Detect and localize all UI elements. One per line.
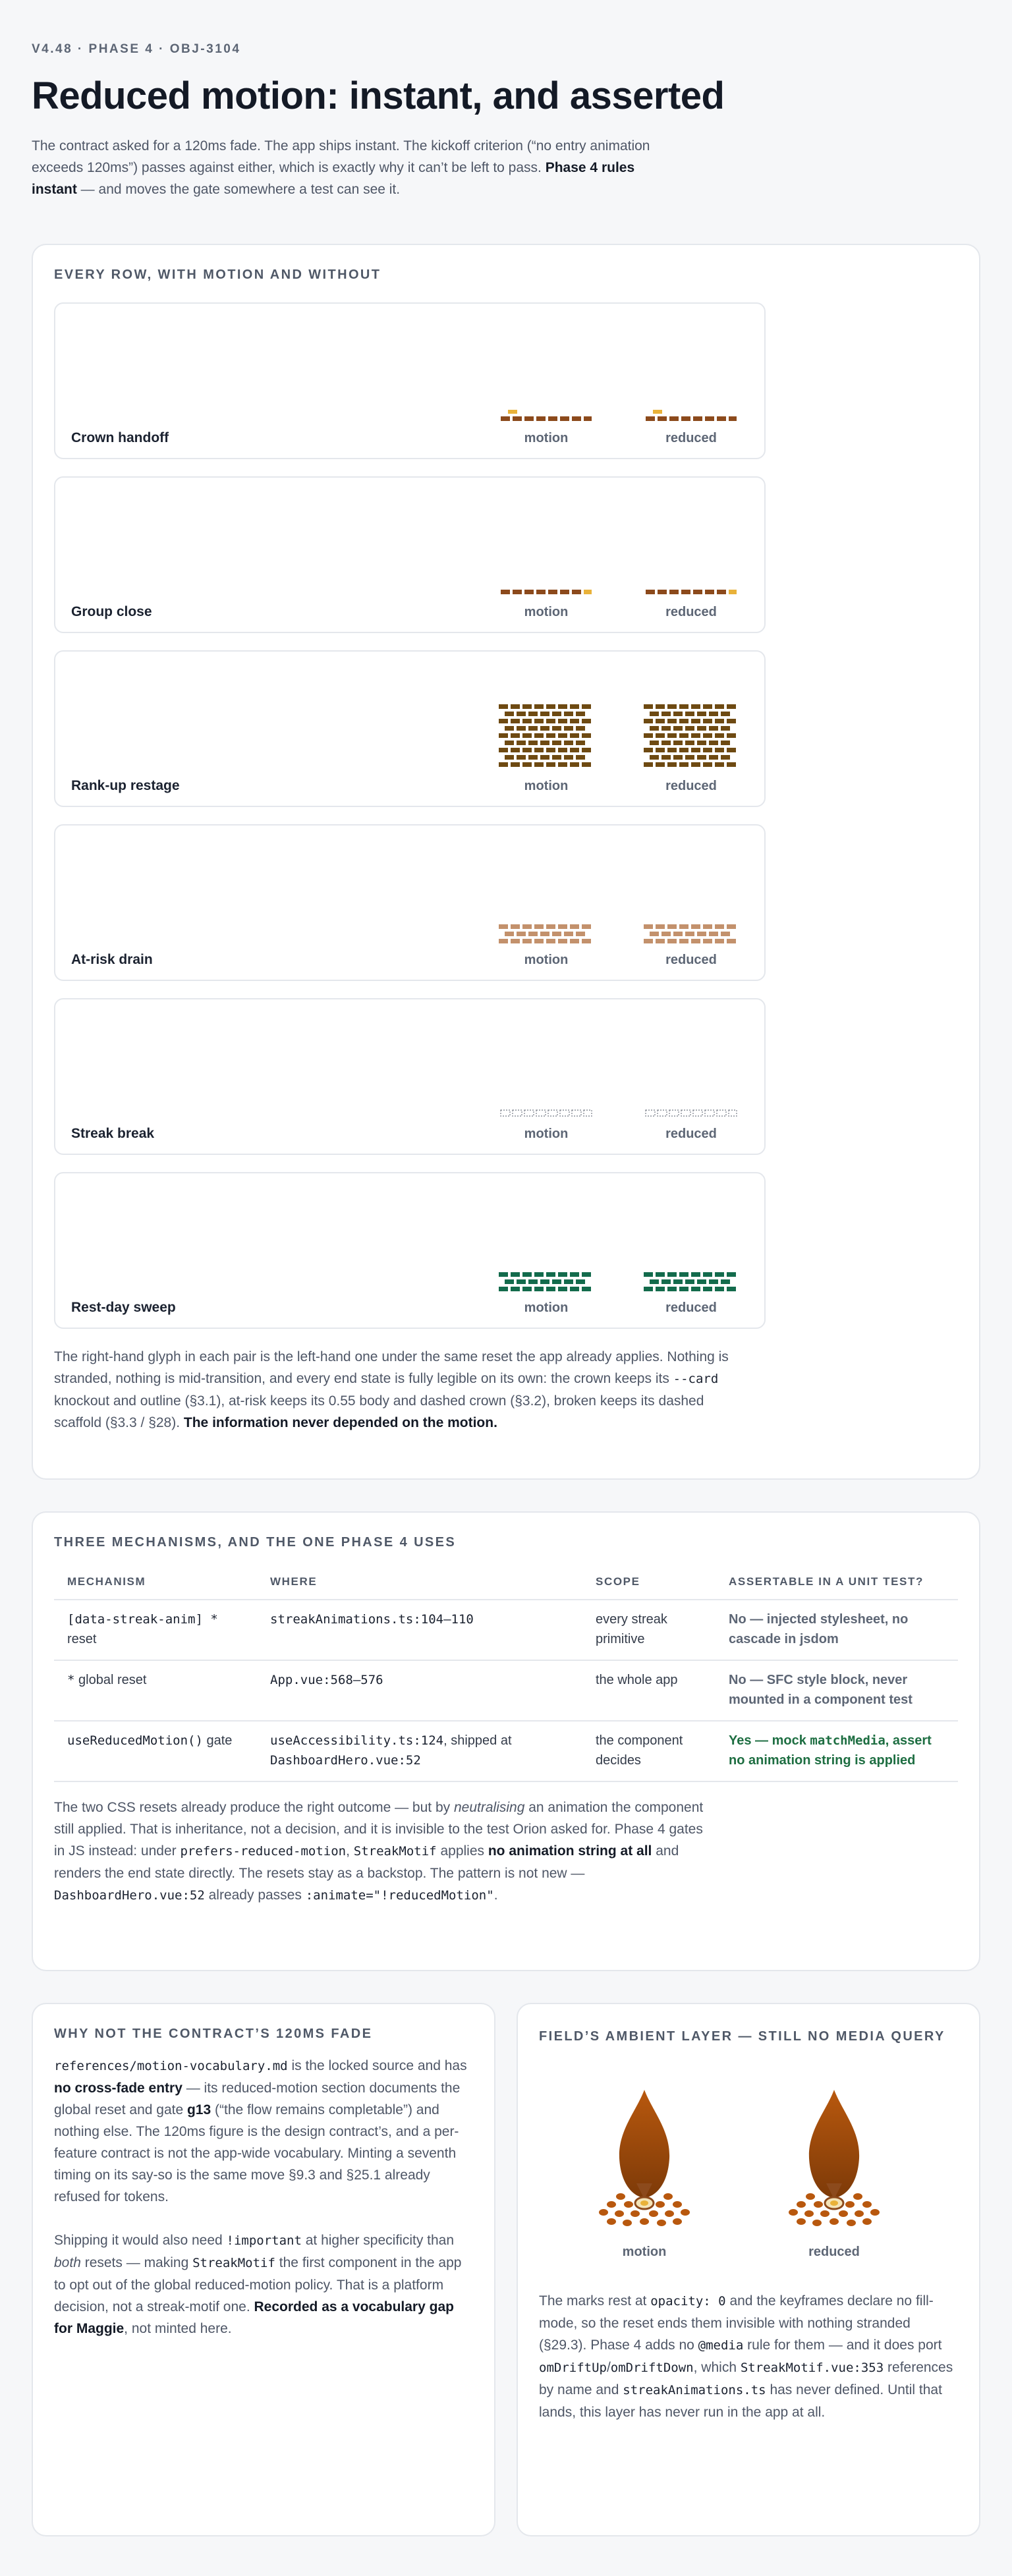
paragraph-text: Shipping it would also need — [54, 2233, 227, 2248]
inline-code: StreakMotif — [192, 2256, 275, 2270]
motion-row — [54, 476, 766, 633]
note-text: applies — [436, 1843, 488, 1859]
where-code: useAccessibility.ts:124 — [270, 1733, 444, 1748]
streak-break-motion-glyph — [500, 1108, 592, 1119]
ambient-label-motion: motion — [622, 2245, 667, 2259]
where-cell — [257, 1721, 582, 1781]
ambient-card — [517, 2003, 980, 2536]
paragraph-text: The marks rest at — [539, 2293, 651, 2309]
glyph-motion — [497, 924, 596, 968]
motion-row — [54, 302, 766, 459]
mechanism-text: gate — [202, 1733, 233, 1748]
note-code: :animate="!reducedMotion" — [305, 1888, 494, 1903]
verdict-text: Yes — mock — [729, 1733, 810, 1748]
where-cell — [257, 1660, 582, 1721]
glyph-motion — [497, 408, 596, 446]
paragraph-text: / — [606, 2360, 611, 2375]
mechanisms-note — [54, 1797, 713, 1907]
streak-break-reduced-glyph — [645, 1108, 737, 1119]
mechanism-code: * — [67, 1673, 75, 1687]
ambient-reduced — [762, 2085, 907, 2260]
motion-rows-list — [54, 302, 958, 1329]
paragraph-text: and the keyframes declare no fill-mode, so the reset ends them invisible with nothing stranded (§29.3). Phase 4 adds no — [539, 2293, 934, 2353]
glyph-label-reduced: reduced — [665, 779, 717, 793]
ambient-motion — [572, 2085, 717, 2260]
glyph-label-reduced: reduced — [665, 431, 717, 445]
scope-cell: the component decides — [582, 1721, 716, 1781]
paragraph-text: — its reduced-motion section documents the global reset and gate — [54, 2081, 461, 2117]
paragraph-text: is the locked source and has — [287, 2058, 467, 2073]
glyph-label-reduced: reduced — [665, 953, 717, 967]
column-header-scope: SCOPE — [582, 1575, 716, 1600]
page-title: Reduced motion: instant, and asserted — [32, 74, 725, 117]
mechanisms-card — [32, 1511, 980, 1971]
mechanism-cell — [54, 1721, 257, 1781]
where-code-2: DashboardHero.vue:52 — [270, 1753, 421, 1768]
lede-text-1: The contract asked for a 120ms fade. The app ships instant. The kickoff criterion (“no entry animation exceeds 120ms”) passes against either, which is exactly why it can’t be left to pass. — [32, 138, 650, 175]
where-cell — [257, 1600, 582, 1660]
motion-row — [54, 650, 766, 807]
note-bold: no animation string at all — [488, 1843, 652, 1859]
glyph-reduced — [642, 1108, 741, 1142]
at-risk-reduced-glyph — [643, 924, 739, 945]
mechanism-code: useReducedMotion() — [67, 1733, 203, 1748]
why-not-body — [54, 2055, 473, 2339]
bottom-cards — [32, 2003, 980, 2536]
glyph-reduced — [642, 704, 741, 794]
note-text: and renders the end state directly. The resets stay as a backstop. The pattern is not new — — [54, 1843, 679, 1881]
why-not-paragraph-1 — [54, 2055, 473, 2208]
page-eyebrow: V4.48 · PHASE 4 · OBJ-3104 — [32, 42, 241, 56]
row-name: Crown handoff — [71, 430, 169, 445]
page-lede — [32, 135, 651, 200]
group-close-motion-glyph — [500, 588, 592, 597]
ambient-label-reduced: reduced — [808, 2245, 860, 2259]
at-risk-motion-glyph — [498, 924, 594, 945]
inline-code: @media — [698, 2338, 744, 2353]
paragraph-text: resets — making — [80, 2255, 193, 2270]
group-close-reduced-glyph — [645, 588, 737, 597]
note-text: an animation the component still applied. That is inheritance, not a decision, and it is invisible to the test Orion asked for. Phase 4 gates in JS instead: under — [54, 1800, 704, 1859]
verdict-tail: , assert no animation string is applied — [729, 1733, 932, 1768]
mechanism-cell — [54, 1660, 257, 1721]
note-text: . — [493, 1888, 498, 1903]
note-emphasis: neutralising — [453, 1800, 525, 1815]
table-row — [54, 1660, 958, 1721]
row-name: At-risk drain — [71, 952, 153, 967]
note-text: The two CSS resets already produce the right outcome — but by — [54, 1800, 454, 1815]
scope-cell: the whole app — [582, 1660, 716, 1721]
row-name: Rest-day sweep — [71, 1300, 176, 1315]
glyph-label-motion: motion — [524, 1127, 569, 1141]
scope-cell: every streak primitive — [582, 1600, 716, 1660]
glyph-label-motion: motion — [524, 1301, 569, 1315]
note-code: prefers-reduced-motion — [180, 1844, 347, 1859]
paragraph-text: rule for them — and it does port — [743, 2338, 942, 2353]
mechanisms-table — [54, 1575, 958, 1782]
table-header-row — [54, 1575, 958, 1600]
inline-code: !important — [226, 2233, 302, 2248]
paragraph-text: has never defined. Until that lands, this layer has never run in the app at all. — [539, 2382, 942, 2420]
mechanism-text: global reset — [74, 1673, 147, 1687]
row-name: Streak break — [71, 1126, 155, 1141]
ambient-title: FIELD’S AMBIENT LAYER — STILL NO MEDIA QUERY — [539, 2029, 945, 2044]
motion-row — [54, 824, 766, 981]
flame-icon — [762, 2085, 907, 2236]
table-row — [54, 1721, 958, 1781]
verdict-cell: No — SFC style block, never mounted in a component test — [716, 1660, 958, 1721]
note-text: already passes — [204, 1888, 306, 1903]
rank-up-reduced-glyph — [643, 704, 739, 771]
where-code: streakAnimations.ts:104–110 — [270, 1612, 474, 1627]
mechanism-text: reset — [67, 1632, 97, 1646]
mechanisms-title: THREE MECHANISMS, AND THE ONE PHASE 4 USES — [54, 1535, 457, 1550]
flame-icon — [572, 2085, 717, 2236]
why-not-paragraph-2 — [54, 2229, 473, 2339]
glyph-label-motion: motion — [524, 605, 569, 619]
glyph-label-motion: motion — [524, 431, 569, 445]
paragraph-emphasis: both — [54, 2255, 81, 2270]
glyph-motion — [497, 704, 596, 794]
paragraph-bold: g13 — [186, 2102, 211, 2117]
paragraph-text: , not minted here. — [124, 2321, 232, 2336]
verdict-code: matchMedia — [810, 1733, 886, 1748]
lede-bold: Phase 4 rules instant — [32, 160, 635, 197]
motion-rows-card — [32, 244, 980, 1480]
rest-day-motion-glyph — [498, 1272, 594, 1293]
paragraph-text: at higher specificity than — [301, 2233, 455, 2248]
why-not-title: WHY NOT THE CONTRACT’S 120MS FADE — [54, 2027, 373, 2041]
mechanism-cell — [54, 1600, 257, 1660]
glyph-reduced — [642, 924, 741, 968]
paragraph-bold: Recorded as a vocabulary gap for Maggie — [54, 2299, 454, 2336]
glyph-motion — [497, 588, 596, 620]
glyph-label-motion: motion — [524, 953, 569, 967]
inline-code: opacity: 0 — [650, 2294, 726, 2309]
where-code: App.vue:568–576 — [270, 1673, 383, 1687]
mechanism-code: [data-streak-anim] * — [67, 1612, 218, 1627]
glyph-label-motion: motion — [524, 779, 569, 793]
verdict-cell: No — injected stylesheet, no cascade in jsdom — [716, 1600, 958, 1660]
rows-note-bold: The information never depended on the motion. — [183, 1415, 497, 1430]
table-row — [54, 1600, 958, 1660]
paragraph-text: , which — [693, 2360, 741, 2375]
crown-handoff-motion-glyph — [500, 408, 592, 423]
paragraph-text: the first component in the app to opt out of the global reduced-motion policy. That is a platform decision, not a streak-motif one. — [54, 2255, 462, 2314]
column-header-where: WHERE — [257, 1575, 582, 1600]
inline-code: omDriftUp — [539, 2361, 607, 2375]
note-code: StreakMotif — [353, 1844, 437, 1859]
rows-note — [54, 1346, 739, 1434]
verdict-cell — [716, 1721, 958, 1781]
lede-text-2: — and moves the gate somewhere a test can see it. — [76, 182, 401, 197]
rank-up-motion-glyph — [498, 704, 594, 771]
inline-code: streakAnimations.ts — [623, 2383, 766, 2397]
rest-day-reduced-glyph — [643, 1272, 739, 1293]
note-code: DashboardHero.vue:52 — [54, 1888, 205, 1903]
where-text: , shipped at — [443, 1733, 512, 1748]
glyph-reduced — [642, 408, 741, 446]
glyph-reduced — [642, 588, 741, 620]
motion-row — [54, 998, 766, 1155]
glyph-motion — [497, 1272, 596, 1316]
ambient-text — [539, 2290, 958, 2423]
column-header-assertable: ASSERTABLE IN A UNIT TEST? — [716, 1575, 958, 1600]
crown-handoff-reduced-glyph — [645, 408, 737, 423]
glyph-label-reduced: reduced — [665, 1127, 717, 1141]
paragraph-bold: no cross-fade entry — [54, 2081, 183, 2096]
why-not-card — [32, 2003, 495, 2536]
inline-code: references/motion-vocabulary.md — [54, 2059, 288, 2073]
rows-note-text-2: knockout and outline (§3.1), at-risk keeps its 0.55 body and dashed crown (§3.2), broken keeps its dashed scaffold (§3.3 / §28). — [54, 1393, 704, 1430]
row-name: Group close — [71, 604, 152, 619]
column-header-mechanism: MECHANISM — [54, 1575, 257, 1600]
glyph-label-reduced: reduced — [665, 605, 717, 619]
rows-note-code: --card — [673, 1372, 719, 1386]
motion-rows-title: EVERY ROW, WITH MOTION AND WITHOUT — [54, 267, 381, 282]
ambient-figure — [539, 2059, 958, 2283]
inline-code: omDriftDown — [610, 2361, 694, 2375]
paragraph-text: references by name and — [539, 2360, 953, 2397]
note-text: , — [346, 1843, 354, 1859]
row-name: Rank-up restage — [71, 778, 180, 793]
glyph-reduced — [642, 1272, 741, 1316]
paragraph-text: (“the flow remains completable”) and nothing else. The 120ms figure is the design contract’s, and a per-feature contract is not the app-wide vocabulary. Minting a seventh timing on its say-so is the same move §9.3 and §25.1 already refused for tokens. — [54, 2102, 459, 2204]
inline-code: StreakMotif.vue:353 — [740, 2361, 884, 2375]
glyph-motion — [497, 1108, 596, 1142]
rows-note-text-1: The right-hand glyph in each pair is the left-hand one under the same reset the app already applies. Nothing is stranded, nothing is mid-transition, and every end state is fully legible on its own: the crown keeps its — [54, 1349, 729, 1386]
glyph-label-reduced: reduced — [665, 1301, 717, 1315]
motion-row — [54, 1172, 766, 1329]
